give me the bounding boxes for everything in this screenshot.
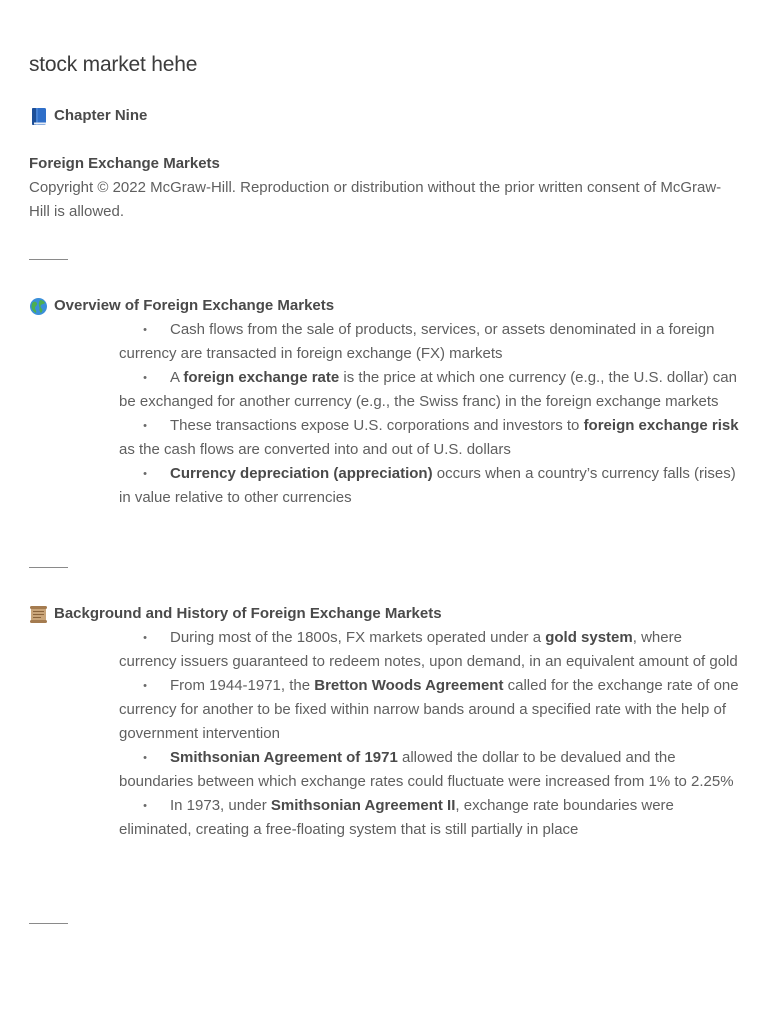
list-item — [119, 366, 741, 414]
bullet-marker: • — [143, 324, 147, 336]
divider — [29, 259, 68, 260]
bullet-text: , exchange rate boundaries were eliminated, creating a free-floating system that is still partially in place — [119, 797, 674, 838]
section-heading-label: Overview of Foreign Exchange Markets — [54, 297, 335, 314]
page-title: stock market hehe — [29, 53, 198, 76]
chapter-label: Chapter Nine — [54, 107, 148, 124]
list-item — [119, 674, 741, 746]
bullet-list-background — [119, 626, 741, 842]
bullet-marker: • — [143, 680, 147, 692]
bullet-marker: • — [143, 632, 147, 644]
list-item — [119, 318, 741, 366]
list-item — [119, 746, 741, 794]
list-item — [119, 794, 741, 842]
list-item — [119, 626, 741, 674]
bullet-marker: • — [143, 800, 147, 812]
bullet-text: occurs when a country’s currency falls (rises) in value relative to other currencies — [119, 465, 736, 506]
bullet-marker: • — [143, 752, 147, 764]
bullet-text: allowed the dollar to be devalued and the boundaries between which exchange rates could fluctuate were increased from 1% to 2.25% — [119, 749, 734, 790]
section-heading-background — [29, 602, 442, 626]
bold-term: Bretton Woods Agreement — [314, 677, 504, 694]
copyright-text: Copyright © 2022 McGraw-Hill. Reproduction or distribution without the prior written consent of McGraw-Hill is allowed. — [29, 179, 722, 220]
bullet-text: as the cash flows are converted into and out of U.S. dollars — [119, 441, 511, 458]
chapter-heading — [29, 104, 147, 128]
bullet-text: These transactions expose U.S. corporations and investors to — [170, 417, 584, 434]
bullet-text: From 1944-1971, the — [170, 677, 315, 694]
bold-term: Smithsonian Agreement II — [270, 797, 456, 814]
bullet-text: A — [170, 369, 184, 386]
bold-term: foreign exchange risk — [583, 417, 739, 434]
bold-term: foreign exchange rate — [183, 369, 340, 386]
blue-book-icon — [29, 107, 48, 126]
bullet-text: called for the exchange rate of one currency for another to be fixed within narrow bands around a specified rate with the help of government intervention — [119, 677, 739, 742]
document-title: Foreign Exchange Markets — [29, 155, 220, 172]
section-heading-overview — [29, 294, 334, 318]
bullet-marker: • — [143, 468, 147, 480]
globe-icon — [29, 297, 48, 316]
bullet-marker: • — [143, 420, 147, 432]
bullet-text: Cash flows from the sale of products, services, or assets denominated in a foreign currency are transacted in foreign exchange (FX) markets — [119, 321, 715, 362]
bullet-text: , where currency issuers guaranteed to redeem notes, upon demand, in an equivalent amount of gold — [119, 629, 738, 670]
list-item — [119, 414, 741, 462]
bullet-text: is the price at which one currency (e.g., the U.S. dollar) can be exchanged for another currency (e.g., the Swiss franc) in the foreign exchange markets — [119, 369, 737, 410]
bold-term: gold system — [545, 629, 633, 646]
bold-term: Smithsonian Agreement of 1971 — [170, 749, 398, 766]
section-heading-label: Background and History of Foreign Exchange Markets — [54, 605, 442, 622]
divider — [29, 567, 68, 568]
bullet-list-overview — [119, 318, 741, 510]
divider — [29, 923, 68, 924]
list-item — [119, 462, 741, 510]
bullet-text: In 1973, under — [170, 797, 271, 814]
scroll-icon — [29, 605, 48, 624]
bullet-text: During most of the 1800s, FX markets operated under a — [170, 629, 546, 646]
bullet-marker: • — [143, 372, 147, 384]
bold-term: Currency depreciation (appreciation) — [170, 465, 433, 482]
